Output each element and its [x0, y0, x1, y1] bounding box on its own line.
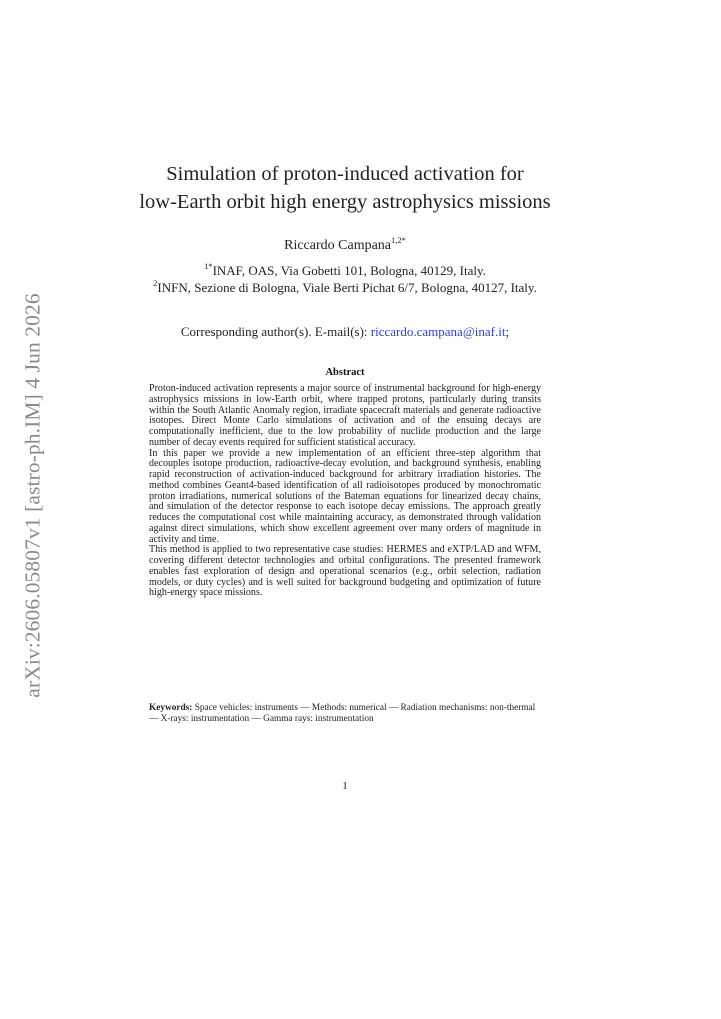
email-link[interactable]: riccardo.campana@inaf.it [370, 324, 506, 339]
affiliation-1-mark: 1* [204, 261, 213, 271]
keywords-label: Keywords: [149, 703, 193, 713]
abstract-body [149, 384, 541, 599]
affiliation-2-mark: 2 [153, 278, 158, 288]
author-line [100, 235, 590, 254]
arxiv-identifier-stamp [8, 275, 58, 715]
keywords-text: Space vehicles: instruments — Methods: numerical — Radiation mechanisms: non-thermal — X-rays: instrumentation — Gamma rays: instrumentation [149, 703, 536, 724]
paper-title [100, 160, 590, 216]
affiliation-1-text: INAF, OAS, Via Gobetti 101, Bologna, 40129, Italy. [212, 263, 486, 278]
title-line-2: low-Earth orbit high energy astrophysics missions [139, 191, 551, 213]
abstract-paragraph-1: Proton-induced activation represents a major source of instrumental background for high-energy astrophysics missions in low-Earth orbit, where trapped protons, particularly during transits within the South Atlantic Anomaly region, irradiate spacecraft materials and generate radioactive isotopes. Direct Monte Carlo simulations of activation and of the ensuing decays are computationally inefficient, due to the low probability of nuclide production and the large number of decay events required for sufficient statistical accuracy. [149, 383, 541, 448]
affiliation-1 [80, 261, 610, 279]
abstract-paragraph-2: In this paper we provide a new implementation of an efficient three-step algorithm that decouples isotope production, radioactive-decay evolution, and background synthesis, enabling rapid reconstruction of activation-induced background for arbitrary irradiation histories. The method combines Geant4-based identification of all radioisotopes produced by monochromatic proton irradiations, numerical solutions of the Bateman equations for linearized decay chains, and simulation of the detector response to each isotope decay emissions. The approach greatly reduces the computational cost while maintaining accuracy, as demonstrated through validation against direct simulations, which show excellent agreement over many orders of magnitude in activity and time. [149, 447, 541, 545]
abstract-heading: Abstract [325, 367, 365, 378]
title-line-1: Simulation of proton-induced activation for [166, 163, 524, 185]
affiliation-2-text: INFN, Sezione di Bologna, Viale Berti Pichat 6/7, Bologna, 40127, Italy. [157, 280, 537, 295]
corresponding-author [100, 324, 590, 340]
affiliation-2 [80, 278, 610, 296]
author-name: Riccardo Campana [284, 238, 392, 253]
page-number: 1 [342, 780, 348, 792]
keywords [149, 703, 541, 724]
abstract-paragraph-3: This method is applied to two representative case studies: HERMES and eXTP/LAD and WFM, covering different detector technologies and orbital configurations. The presented framework enables fast exploration of design and operational scenarios (e.g., orbit selection, radiation models, or duty cycles) and is well suited for background budgeting and optimization of future high-energy space missions. [149, 544, 541, 599]
corresponding-label: Corresponding author(s). E-mail(s): [180, 324, 371, 339]
arxiv-identifier-text: arXiv:2606.05807v1 [astro-ph.IM] 4 Jun 2026 [20, 292, 45, 698]
author-affiliation-marks: 1,2* [391, 235, 406, 245]
corresponding-suffix: ; [505, 324, 510, 339]
